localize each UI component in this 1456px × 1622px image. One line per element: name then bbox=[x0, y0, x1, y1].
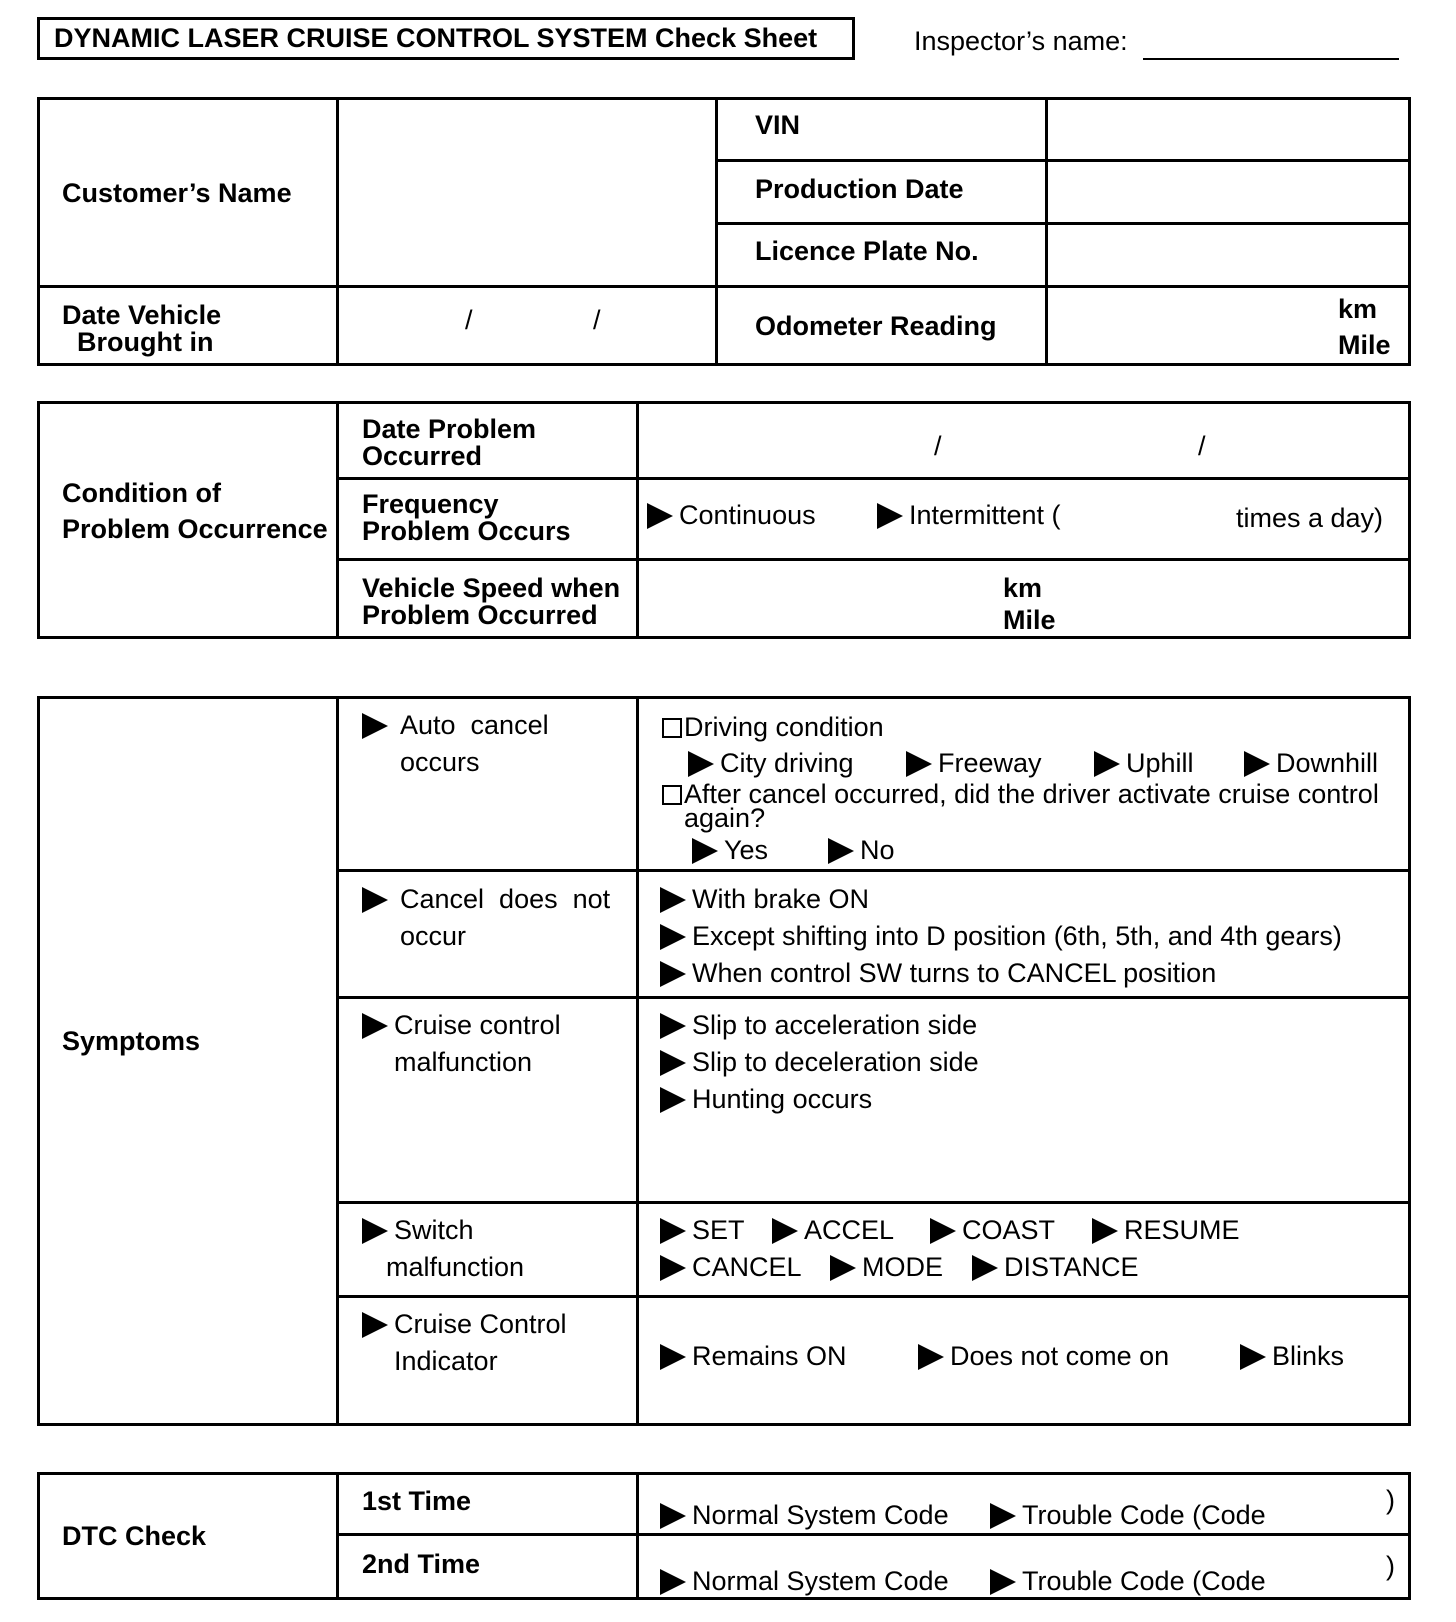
auto-cancel-label-line2: occurs bbox=[400, 747, 480, 777]
vin-label: VIN bbox=[755, 110, 801, 140]
option-marker-icon bbox=[660, 1087, 686, 1113]
downhill-option[interactable]: Downhill bbox=[1244, 748, 1378, 779]
option-marker-icon bbox=[660, 1344, 686, 1370]
divider bbox=[336, 1201, 1411, 1204]
slip-deceleration-option[interactable]: Slip to deceleration side bbox=[660, 1047, 979, 1078]
second-time-label: 2nd Time bbox=[362, 1549, 481, 1579]
date-brought-label-line1: Date Vehicle bbox=[62, 300, 222, 330]
frequency-label-line2: Problem Occurs bbox=[362, 516, 571, 546]
divider bbox=[636, 401, 639, 639]
auto-cancel-option[interactable]: Auto cancel bbox=[362, 710, 549, 741]
date-separator: / bbox=[1198, 431, 1206, 461]
option-marker-icon bbox=[362, 1312, 388, 1338]
option-marker-icon bbox=[972, 1255, 998, 1281]
divider bbox=[1045, 97, 1048, 366]
set-option[interactable]: SET bbox=[660, 1215, 745, 1246]
odometer-unit-mile: Mile bbox=[1338, 330, 1391, 360]
odometer-unit-km: km bbox=[1338, 294, 1378, 324]
frequency-continuous-option[interactable]: Continuous bbox=[647, 500, 816, 531]
speed-unit-km: km bbox=[1003, 573, 1043, 603]
divider bbox=[336, 477, 1411, 480]
blinks-option[interactable]: Blinks bbox=[1240, 1341, 1344, 1372]
coast-option[interactable]: COAST bbox=[930, 1215, 1055, 1246]
symptoms-section-label: Symptoms bbox=[62, 1026, 201, 1056]
speed-label-line2: Problem Occurred bbox=[362, 600, 598, 630]
option-marker-icon bbox=[362, 1218, 388, 1244]
frequency-intermittent-option[interactable]: Intermittent ( bbox=[877, 500, 1061, 531]
inspector-name-field[interactable] bbox=[1143, 58, 1399, 60]
second-trouble-code-option[interactable]: Trouble Code (Code bbox=[990, 1566, 1266, 1597]
dtc-section-label: DTC Check bbox=[62, 1521, 207, 1551]
date-problem-field[interactable] bbox=[640, 405, 1407, 475]
inspector-label: Inspector’s name: bbox=[914, 26, 1128, 56]
customer-name-field[interactable] bbox=[340, 101, 712, 283]
switch-malfunction-option[interactable]: Switch bbox=[362, 1215, 474, 1246]
cancel-option[interactable]: CANCEL bbox=[660, 1252, 802, 1283]
option-marker-icon bbox=[1240, 1344, 1266, 1370]
odometer-label: Odometer Reading bbox=[755, 311, 997, 341]
date-problem-label-line2: Occurred bbox=[362, 441, 483, 471]
date-problem-label-line1: Date Problem bbox=[362, 414, 537, 444]
remains-on-option[interactable]: Remains ON bbox=[660, 1341, 847, 1372]
yes-option[interactable]: Yes bbox=[692, 835, 768, 866]
option-marker-icon bbox=[660, 1218, 686, 1244]
vin-field[interactable] bbox=[1049, 101, 1407, 157]
cruise-malfunction-option[interactable]: Cruise control bbox=[362, 1010, 561, 1041]
times-a-day-label: times a day) bbox=[1236, 503, 1384, 533]
divider bbox=[336, 558, 1411, 561]
divider bbox=[336, 97, 339, 366]
option-marker-icon bbox=[1092, 1218, 1118, 1244]
date-separator: / bbox=[593, 305, 601, 335]
after-cancel-checkbox[interactable]: After cancel occurred, did the driver activate cruise control bbox=[662, 779, 1379, 810]
speed-field[interactable] bbox=[640, 562, 990, 636]
option-marker-icon bbox=[660, 961, 686, 987]
checkbox-icon bbox=[662, 718, 682, 738]
option-marker-icon bbox=[918, 1344, 944, 1370]
divider bbox=[636, 1472, 639, 1600]
control-sw-cancel-option[interactable]: When control SW turns to CANCEL position bbox=[660, 958, 1216, 989]
cancel-not-occur-option[interactable]: Cancel does not bbox=[362, 884, 610, 915]
switch-malfunction-label-line2: malfunction bbox=[386, 1252, 525, 1282]
production-date-label: Production Date bbox=[755, 174, 964, 204]
frequency-label-line1: Frequency bbox=[362, 489, 499, 519]
option-marker-icon bbox=[692, 838, 718, 864]
driving-condition-checkbox[interactable]: Driving condition bbox=[662, 712, 884, 743]
option-marker-icon bbox=[660, 924, 686, 950]
first-normal-code-option[interactable]: Normal System Code bbox=[660, 1500, 949, 1531]
option-marker-icon bbox=[906, 751, 932, 777]
option-marker-icon bbox=[772, 1218, 798, 1244]
does-not-come-on-option[interactable]: Does not come on bbox=[918, 1341, 1169, 1372]
first-code-close: ) bbox=[1386, 1485, 1395, 1515]
option-marker-icon bbox=[647, 503, 673, 529]
divider bbox=[336, 869, 1411, 872]
odometer-field[interactable] bbox=[1049, 289, 1349, 363]
city-driving-option[interactable]: City driving bbox=[688, 748, 854, 779]
mode-option[interactable]: MODE bbox=[830, 1252, 943, 1283]
times-a-day-field[interactable] bbox=[1078, 500, 1228, 536]
divider bbox=[336, 696, 339, 1426]
option-marker-icon bbox=[930, 1218, 956, 1244]
divider bbox=[715, 97, 718, 366]
option-marker-icon bbox=[688, 751, 714, 777]
divider bbox=[636, 696, 639, 1426]
option-marker-icon bbox=[877, 503, 903, 529]
freeway-option[interactable]: Freeway bbox=[906, 748, 1042, 779]
indicator-option[interactable]: Cruise Control bbox=[362, 1309, 567, 1340]
option-marker-icon bbox=[1244, 751, 1270, 777]
option-marker-icon bbox=[990, 1569, 1016, 1595]
option-marker-icon bbox=[362, 1013, 388, 1039]
no-option[interactable]: No bbox=[828, 835, 895, 866]
customer-name-label: Customer’s Name bbox=[62, 178, 292, 208]
sheet-title: DYNAMIC LASER CRUISE CONTROL SYSTEM Check Sheet bbox=[37, 17, 855, 60]
except-shifting-option[interactable]: Except shifting into D position (6th, 5th, and 4th gears) bbox=[660, 921, 1342, 952]
option-marker-icon bbox=[660, 1569, 686, 1595]
slip-acceleration-option[interactable]: Slip to acceleration side bbox=[660, 1010, 977, 1041]
first-time-label: 1st Time bbox=[362, 1486, 472, 1516]
condition-section-label-line2: Problem Occurrence bbox=[62, 514, 328, 544]
divider bbox=[336, 1472, 339, 1600]
date-brought-label-line2: Brought in bbox=[77, 327, 214, 357]
option-marker-icon bbox=[660, 1503, 686, 1529]
cruise-malfunction-label-line2: malfunction bbox=[394, 1047, 533, 1077]
second-normal-code-option[interactable]: Normal System Code bbox=[660, 1566, 949, 1597]
option-marker-icon bbox=[1094, 751, 1120, 777]
divider bbox=[336, 996, 1411, 999]
divider bbox=[715, 222, 1411, 225]
condition-section-label-line1: Condition of bbox=[62, 478, 221, 508]
second-code-close: ) bbox=[1386, 1551, 1395, 1581]
date-separator: / bbox=[465, 305, 473, 335]
divider bbox=[336, 1533, 1411, 1536]
cancel-not-occur-label-line2: occur bbox=[400, 921, 467, 951]
date-separator: / bbox=[934, 431, 942, 461]
uphill-option[interactable]: Uphill bbox=[1094, 748, 1194, 779]
divider bbox=[336, 1295, 1411, 1298]
accel-option[interactable]: ACCEL bbox=[772, 1215, 894, 1246]
brake-on-option[interactable]: With brake ON bbox=[660, 884, 869, 915]
option-marker-icon bbox=[362, 713, 388, 739]
speed-unit-mile: Mile bbox=[1003, 605, 1056, 635]
speed-label-line1: Vehicle Speed when bbox=[362, 573, 621, 603]
option-marker-icon bbox=[660, 1050, 686, 1076]
after-cancel-label-line2: again? bbox=[684, 803, 766, 833]
hunting-option[interactable]: Hunting occurs bbox=[660, 1084, 872, 1115]
option-marker-icon bbox=[990, 1503, 1016, 1529]
option-marker-icon bbox=[660, 1255, 686, 1281]
date-brought-field[interactable] bbox=[340, 289, 712, 363]
production-date-field[interactable] bbox=[1049, 163, 1407, 220]
licence-plate-label: Licence Plate No. bbox=[755, 236, 979, 266]
divider bbox=[37, 285, 1411, 288]
indicator-label-line2: Indicator bbox=[394, 1346, 498, 1376]
option-marker-icon bbox=[828, 838, 854, 864]
option-marker-icon bbox=[362, 887, 388, 913]
option-marker-icon bbox=[660, 887, 686, 913]
resume-option[interactable]: RESUME bbox=[1092, 1215, 1240, 1246]
distance-option[interactable]: DISTANCE bbox=[972, 1252, 1139, 1283]
first-trouble-code-option[interactable]: Trouble Code (Code bbox=[990, 1500, 1266, 1531]
divider bbox=[336, 401, 339, 639]
option-marker-icon bbox=[660, 1013, 686, 1039]
checkbox-icon bbox=[662, 785, 682, 805]
licence-plate-field[interactable] bbox=[1049, 226, 1407, 283]
divider bbox=[715, 159, 1411, 162]
option-marker-icon bbox=[830, 1255, 856, 1281]
